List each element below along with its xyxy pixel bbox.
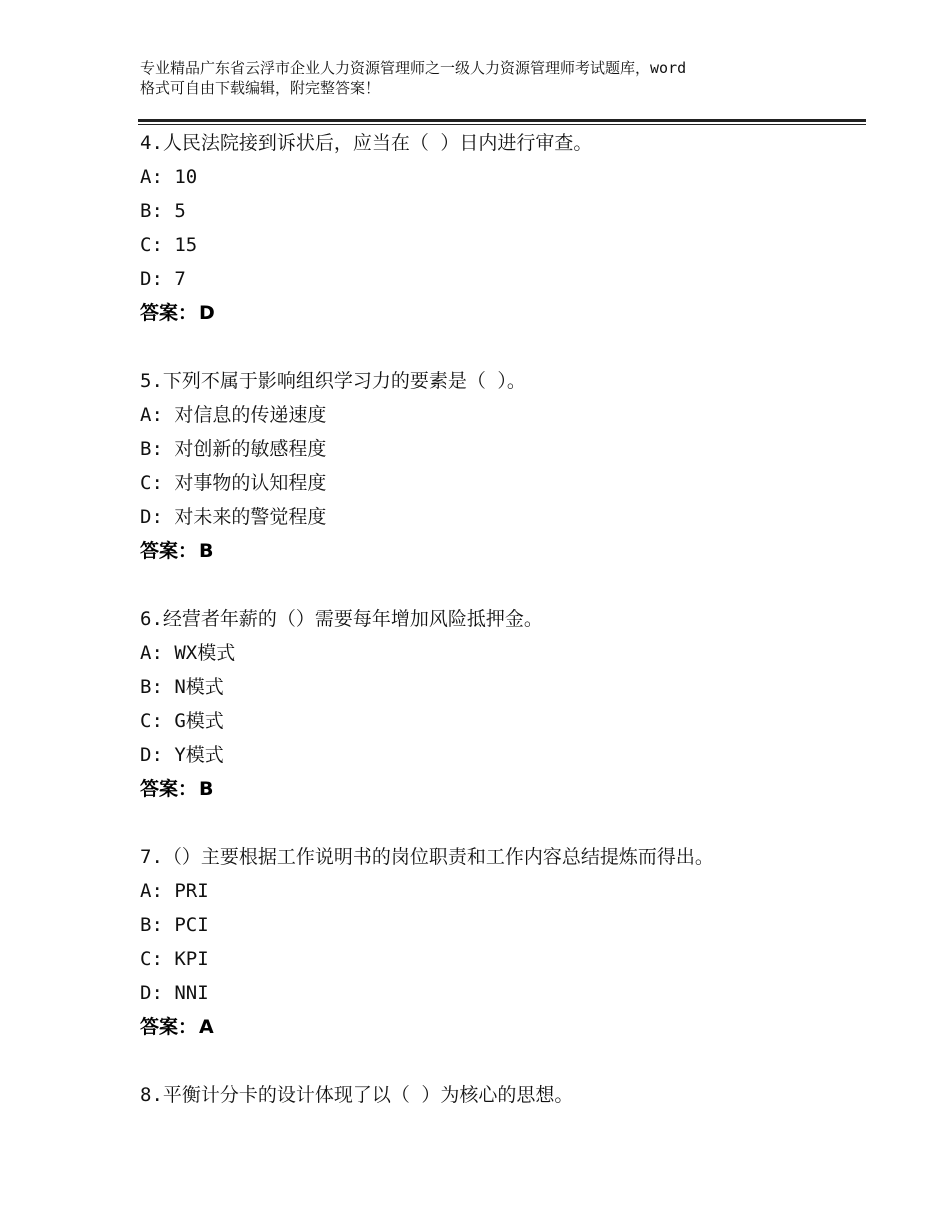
question-6 <box>140 602 860 806</box>
document-header <box>140 58 840 98</box>
option-a: A: PRI <box>140 880 209 902</box>
answer-label: 答案： <box>140 302 198 324</box>
option-a: A: 对信息的传递速度 <box>140 404 327 426</box>
option-c: C: 对事物的认知程度 <box>140 472 327 494</box>
answer-value: A <box>199 1016 214 1038</box>
option-d: D: 7 <box>140 268 186 290</box>
option-a: A: WX模式 <box>140 642 236 664</box>
option-b: B: PCI <box>140 914 209 936</box>
header-divider-thick <box>138 119 866 122</box>
answer-label: 答案： <box>140 540 198 562</box>
question-stem: 7.（）主要根据工作说明书的岗位职责和工作内容总结提炼而得出。 <box>140 846 714 868</box>
option-c: C: 15 <box>140 234 198 256</box>
option-d: D: 对未来的警觉程度 <box>140 506 327 528</box>
answer-line <box>140 772 860 806</box>
question-4 <box>140 126 860 330</box>
question-stem: 8.平衡计分卡的设计体现了以（ ）为核心的思想。 <box>140 1084 574 1106</box>
header-divider-thin <box>138 124 866 125</box>
question-stem: 6.经营者年薪的（）需要每年增加风险抵押金。 <box>140 608 543 630</box>
option-d: D: Y模式 <box>140 744 224 766</box>
header-line-1: 专业精品广东省云浮市企业人力资源管理师之一级人力资源管理师考试题库，word <box>140 59 687 77</box>
answer-line <box>140 1010 860 1044</box>
question-8 <box>140 1078 860 1112</box>
answer-line <box>140 534 860 568</box>
answer-value: B <box>199 540 214 562</box>
option-d: D: NNI <box>140 982 209 1004</box>
option-c: C: G模式 <box>140 710 224 732</box>
option-b: B: N模式 <box>140 676 224 698</box>
answer-label: 答案： <box>140 778 198 800</box>
question-5 <box>140 364 860 568</box>
answer-value: B <box>199 778 214 800</box>
answer-value: D <box>199 302 215 324</box>
option-a: A: 10 <box>140 166 198 188</box>
question-list <box>140 126 860 1112</box>
question-stem: 4.人民法院接到诉状后，应当在（ ）日内进行审查。 <box>140 132 593 154</box>
question-stem: 5.下列不属于影响组织学习力的要素是（ ）。 <box>140 370 526 392</box>
option-c: C: KPI <box>140 948 209 970</box>
option-b: B: 对创新的敏感程度 <box>140 438 327 460</box>
header-line-2: 格式可自由下载编辑，附完整答案！ <box>140 79 381 97</box>
question-7 <box>140 840 860 1044</box>
answer-label: 答案： <box>140 1016 198 1038</box>
answer-line <box>140 296 860 330</box>
option-b: B: 5 <box>140 200 186 222</box>
